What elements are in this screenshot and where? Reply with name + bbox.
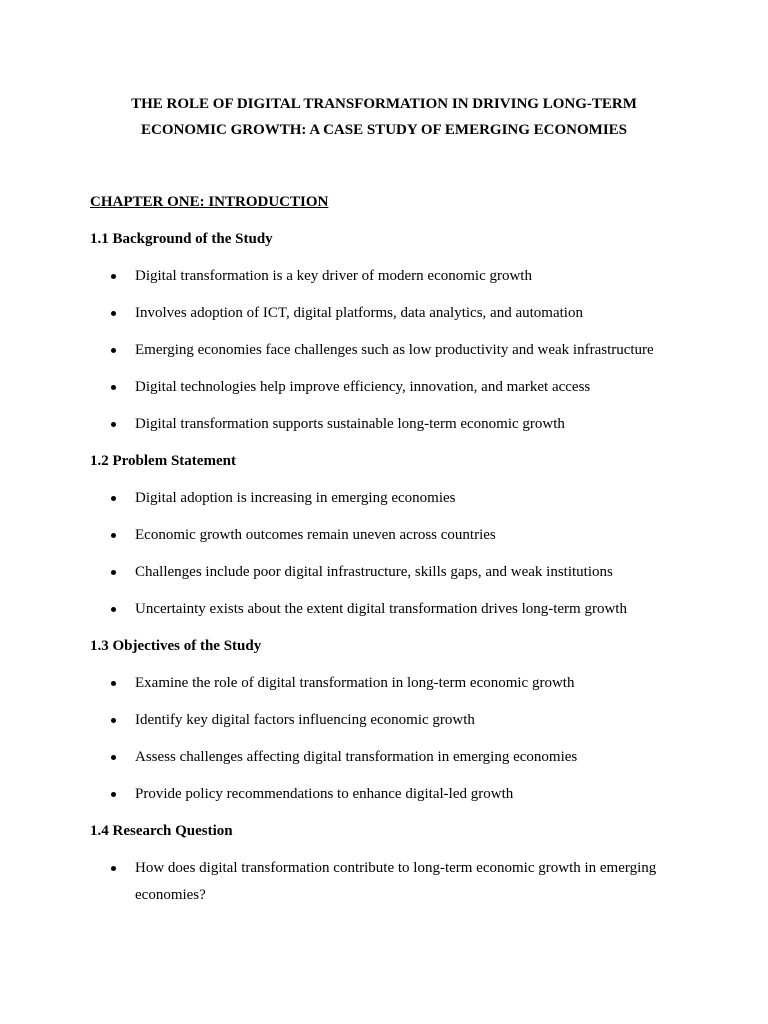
list-item: Involves adoption of ICT, digital platforms, data analytics, and automation (90, 302, 680, 324)
bullet-list-research-question (90, 855, 680, 909)
bullet-icon (111, 533, 116, 538)
list-item: Digital transformation is a key driver of modern economic growth (90, 265, 680, 287)
list-item: Digital technologies help improve efficiency, innovation, and market access (90, 376, 680, 398)
list-item: Emerging economies face challenges such as low productivity and weak infrastructure (90, 339, 680, 361)
list-item: Challenges include poor digital infrastructure, skills gaps, and weak institutions (90, 561, 680, 583)
list-item: Digital transformation supports sustainable long-term economic growth (90, 413, 680, 435)
list-item: Provide policy recommendations to enhance digital-led growth (90, 783, 680, 805)
bullet-icon (111, 866, 116, 871)
bullet-icon (111, 570, 116, 575)
bullet-icon (111, 755, 116, 760)
list-item: Uncertainty exists about the extent digital transformation drives long-term growth (90, 598, 680, 620)
bullet-icon (111, 718, 116, 723)
list-item: How does digital transformation contribute to long-term economic growth in emerging economies? (90, 855, 680, 909)
bullet-list-objectives (90, 672, 680, 805)
list-item: Digital adoption is increasing in emerging economies (90, 487, 680, 509)
document-title (90, 91, 678, 143)
bullet-icon (111, 274, 116, 279)
chapter-heading: CHAPTER ONE: INTRODUCTION (90, 194, 329, 210)
bullet-list-background (90, 265, 680, 435)
bullet-icon (111, 607, 116, 612)
list-item: Identify key digital factors influencing economic growth (90, 709, 680, 731)
bullet-icon (111, 422, 116, 427)
bullet-icon (111, 681, 116, 686)
section-heading-research-question: 1.4 Research Question (90, 823, 233, 839)
section-heading-objectives: 1.3 Objectives of the Study (90, 638, 262, 654)
bullet-icon (111, 385, 116, 390)
section-heading-background: 1.1 Background of the Study (90, 231, 273, 247)
title-line-1: THE ROLE OF DIGITAL TRANSFORMATION IN DRIVING LONG-TERM (131, 96, 637, 112)
bullet-icon (111, 348, 116, 353)
bullet-list-problem-statement (90, 487, 680, 620)
section-heading-problem-statement: 1.2 Problem Statement (90, 453, 236, 469)
document-body (90, 191, 680, 924)
bullet-icon (111, 496, 116, 501)
list-item: Assess challenges affecting digital transformation in emerging economies (90, 746, 680, 768)
list-item: Economic growth outcomes remain uneven across countries (90, 524, 680, 546)
bullet-icon (111, 792, 116, 797)
title-line-2: ECONOMIC GROWTH: A CASE STUDY OF EMERGING ECONOMIES (140, 122, 628, 138)
bullet-icon (111, 311, 116, 316)
list-item: Examine the role of digital transformation in long-term economic growth (90, 672, 680, 694)
